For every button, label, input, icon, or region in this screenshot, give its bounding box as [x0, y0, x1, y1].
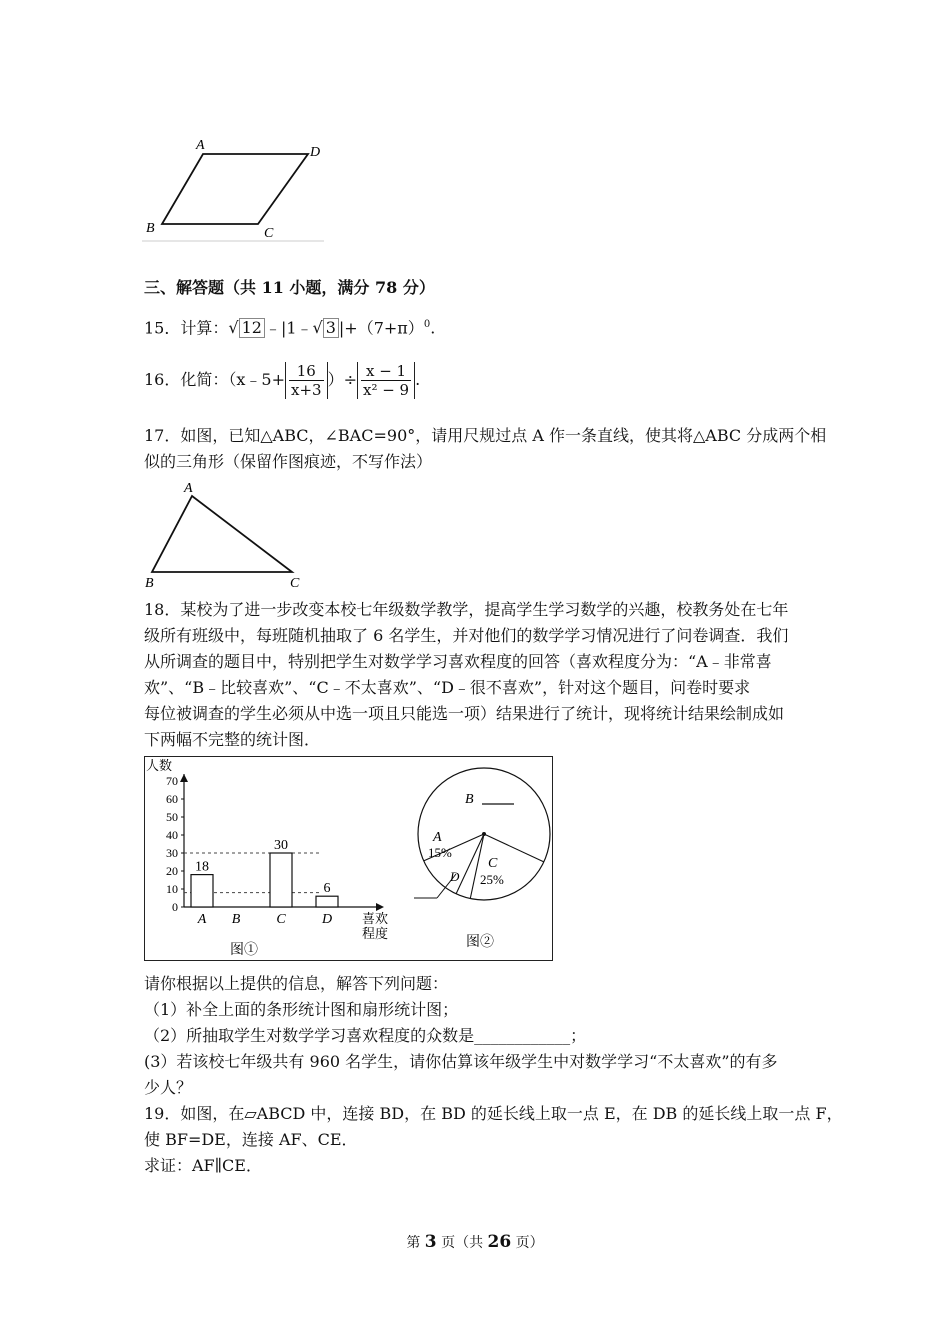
fraction-1-numerator: 16: [289, 362, 324, 381]
q18-line-6: 下两幅不完整的统计图．: [144, 730, 321, 749]
q18-line-2: 级所有班级中，每班随机抽取了 6 名学生，并对他们的数学学习情况进行了问卷调查．我们: [144, 626, 789, 645]
q16-end: .: [415, 370, 421, 389]
vertex-label-c: C: [290, 576, 300, 590]
q18-part-2: （2）所抽取学生对数学学习喜欢程度的众数是____________；: [144, 1026, 587, 1045]
fraction-2-numerator: x − 1: [361, 362, 411, 381]
y-tick-label: 10: [166, 882, 178, 896]
q15-suffix: |+（7+π）: [338, 318, 424, 338]
footer-mid: 页（共: [436, 1235, 488, 1251]
sqrt-3-radicand: 3: [323, 318, 339, 338]
q18-part-3-cont: 少人？: [144, 1078, 193, 1097]
x-category-label: C: [276, 912, 286, 927]
y-tick-label: 50: [166, 810, 178, 824]
vertex-label-b: B: [145, 576, 154, 590]
vertex-label-c: C: [264, 226, 274, 241]
q18-line-3: 从所调查的题目中，特别把学生对数学学习喜欢程度的回答（喜欢程度分为：“A﹣非常喜: [144, 652, 772, 671]
q15-exponent: 0: [423, 319, 431, 330]
page-footer: [0, 1232, 950, 1252]
x-category-label: D: [321, 912, 333, 927]
bar-value-label: 18: [195, 859, 209, 875]
y-tick-label: 40: [166, 828, 178, 842]
footer-pre: 第: [406, 1235, 425, 1251]
q18-line-1: 18．某校为了进一步改变本校七年级数学教学，提高学生学习数学的兴趣，校教务处在七年: [144, 600, 789, 619]
q17-line-2: 似的三角形（保留作图痕迹，不写作法）: [144, 452, 433, 471]
bar: [316, 896, 338, 907]
bar-value-label: 30: [274, 838, 288, 853]
q15-prefix: 15．计算：: [144, 318, 229, 338]
fraction-1: [285, 362, 328, 399]
q16-prefix: 16．化简：（x﹣5+: [144, 370, 285, 389]
pie-chart: [414, 768, 550, 950]
x-category-label: B: [231, 912, 241, 927]
page-number: 3: [424, 1232, 437, 1252]
q19-line-2: 使 BF=DE，连接 AF、CE．: [144, 1130, 358, 1149]
bar: [191, 875, 213, 907]
vertex-label-b: B: [146, 221, 155, 236]
bar-chart: [146, 758, 388, 958]
q18-line-5: 每位被调查的学生必须从中选一项且只能选一项）结果进行了统计，现将统计结果绘制成如: [144, 704, 785, 723]
q19-line-3: 求证：AF∥CE．: [144, 1156, 262, 1175]
parallelogram-figure: [138, 135, 328, 245]
y-axis-label: 人数: [146, 758, 173, 773]
x-axis-label-line-1: 喜欢: [362, 911, 389, 926]
y-tick-label: 20: [166, 864, 178, 878]
pie-label-c: C: [488, 856, 498, 871]
triangle-shape: [152, 496, 292, 572]
sqrt-12: √ 12: [228, 318, 265, 337]
statistics-charts: [144, 756, 554, 962]
vertex-label-d: D: [310, 145, 321, 160]
pie-percent-a: 15%: [428, 845, 452, 860]
q15-mid: ﹣|1﹣: [264, 318, 313, 338]
q18-line-4: 欢”、“B﹣比较喜欢”、“C﹣不太喜欢”、“D﹣很不喜欢”，针对这个题目，问卷时要求: [144, 678, 751, 697]
parallelogram-shape: [162, 154, 308, 224]
pie-chart-caption: 图②: [466, 935, 494, 950]
pie-label-d: D: [450, 869, 460, 884]
bar-chart-caption: 图①: [230, 943, 258, 958]
q18-part-1: （1）补全上面的条形统计图和扇形统计图；: [144, 1000, 459, 1019]
fraction-2-denominator: x² − 9: [362, 381, 410, 399]
triangle-figure: [140, 478, 310, 590]
q19-line-1: 19．如图，在▱ABCD 中，连接 BD，在 BD 的延长线上取一点 E，在 DB 的延长线上取一点 F，: [144, 1104, 843, 1123]
pie-percent-c: 25%: [480, 872, 504, 887]
y-tick-label: 60: [166, 792, 178, 806]
bar: [270, 853, 292, 907]
section-title: 三、解答题（共 11 小题，满分 78 分）: [144, 278, 435, 297]
page-total: 26: [487, 1232, 512, 1252]
y-tick-label: 30: [166, 846, 178, 860]
sqrt-3: √ 3: [313, 318, 339, 337]
vertex-label-a: A: [184, 481, 193, 496]
sqrt-12-radicand: 12: [239, 318, 265, 338]
pie-label-a: A: [433, 830, 442, 845]
q16-mid: ）÷: [327, 370, 357, 389]
q15-end: .: [430, 318, 436, 338]
q17-line-1: 17．如图，已知△ABC，∠BAC=90°，请用尺规过点 A 作一条直线，使其将△ABC 分成两个相: [144, 426, 827, 445]
x-axis-arrow: [376, 903, 384, 911]
pie-label-b: B: [465, 792, 474, 807]
q18-ask: 请你根据以上提供的信息，解答下列问题：: [144, 974, 449, 993]
fraction-2: [357, 362, 415, 399]
pie-center: [482, 832, 486, 836]
question-16: [144, 362, 420, 399]
footer-post: 页）: [511, 1235, 544, 1251]
x-axis-label-line-2: 程度: [362, 926, 389, 941]
question-15: [144, 314, 435, 339]
x-category-label: A: [197, 912, 207, 927]
bar-value-label: 6: [323, 881, 331, 897]
y-tick-label: 0: [172, 900, 178, 914]
y-tick-label: 70: [166, 774, 178, 788]
vertex-label-a: A: [196, 138, 205, 153]
fraction-1-denominator: x+3: [290, 381, 322, 399]
q18-part-3: (3）若该校七年级共有 960 名学生，请你估算该年级学生中对数学学习“不太喜欢”的有多: [144, 1052, 778, 1071]
